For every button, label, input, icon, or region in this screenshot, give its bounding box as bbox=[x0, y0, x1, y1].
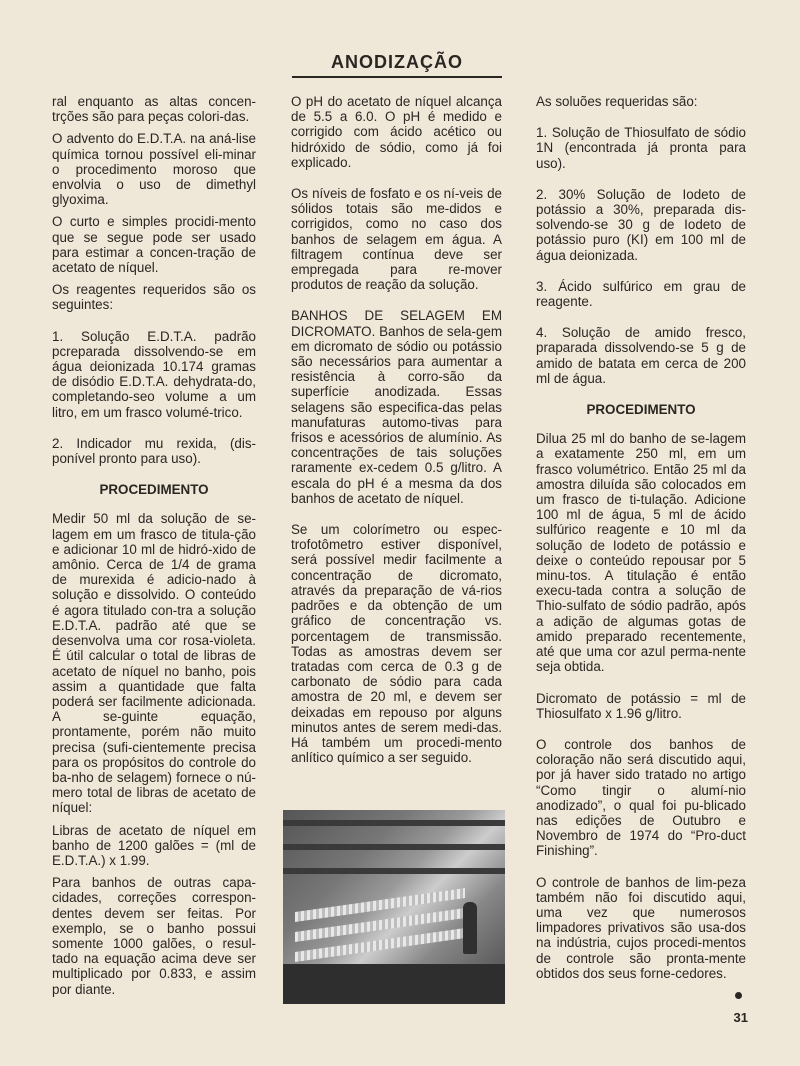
paragraph: 1. Solução de Thiosulfato de sódio 1N (encontrada já pronta para uso). bbox=[536, 125, 746, 171]
paragraph: Dilua 25 ml do banho de se-lagem a exatamente 250 ml, em um frasco volumétrico. Então 25 ml da amostra diluída são colocados em um frasco de ti-tulação. Adicione 100 ml de água, 5 ml de ácido sulfúrico reagente e 10 ml da solução de Iodeto de potássio e deixe o conteúdo repousar por 5 minu-tos. A titulação é então execu-tada contra a solução de Thio-sulfato de sódio padrão, após a adição de algumas gotas de amido preparado recentemente, até que uma cor azul perma-nente seja obtida. bbox=[536, 431, 746, 675]
paragraph: Medir 50 ml da solução de se-lagem em um frasco de titula-ção e adicionar 10 ml de hidró-xido de amônio. Cerca de 1/4 de grama de murexida é adicio-nado à solução e dissolvido. O conteúdo é agora titulado con-tra a solução E.D.T.A. padrão até que se desenvolva uma cor rosa-violeta. É útil calcular o total de libras de acetato de níquel no banho, pois assim a quantidade que falta poderá ser facilmente adicionada. A se-guinte equação, prontamente, porém não muito precisa (sufi-cientemente precisa para os propósitos do controle do ba-nho de selagem) fornece o nú-mero total de libras de acetato de níquel: bbox=[52, 511, 256, 816]
text-column-2 bbox=[291, 94, 502, 772]
paragraph: Os níveis de fosfato e os ní-veis de sólidos totais são me-didos e corrigidos, como no caso dos banhos de selagem em água. A filtragem contínua deve ser empregada para re-mover produtos de reação da solução. bbox=[291, 186, 502, 293]
paragraph: 3. Ácido sulfúrico em grau de reagente. bbox=[536, 278, 746, 310]
paragraph: 1. Solução E.D.T.A. padrão pcreparada dissolvendo-se em água deionizada 10.174 gramas de disódio E.D.T.A. dehydrata-do, completando-seo volume a um litro, em um frasco volumé-trico. bbox=[52, 328, 256, 420]
paragraph: Libras de acetato de níquel em banho de 1200 galões = (ml de E.D.T.A.) x 1.99. bbox=[52, 822, 256, 868]
paragraph: ral enquanto as altas concen-trções são para peças colori-das. bbox=[52, 94, 256, 125]
paragraph: O controle de banhos de lim-peza também não foi discutido aqui, uma vez que numerosos limpadores privativos são usa-dos na indústria, cujos procedi-mentos de controle são pronta-mente obtidos dos seus forne-cedores. bbox=[536, 874, 746, 981]
text-column-1 bbox=[52, 94, 256, 1004]
paragraph: O pH do acetato de níquel alcança de 5.5 a 6.0. O pH é medido e corrigido com ácido acético ou hidróxido de sódio, como já foi explicado. bbox=[291, 94, 502, 170]
end-of-article-mark bbox=[735, 992, 742, 999]
paragraph: Dicromato de potássio = ml de Thiosulfato x 1.96 g/litro. bbox=[536, 690, 746, 721]
paragraph: O controle dos banhos de coloração não será discutido aqui, por já haver sido tratado no artigo “Como tingir o alumí-nio anodizado”, o qual foi pu-blicado nas edições de Outubro e Novembro de 1974 do “Pro-duct Finishing”. bbox=[536, 736, 746, 859]
section-heading: PROCEDIMENTO bbox=[99, 482, 209, 498]
text-column-3 bbox=[536, 94, 746, 988]
paragraph: Se um colorímetro ou espec-trofotômetro estiver disponível, será possível medir facilmente a concentração de dicromato, através da preparação de vá-rios padrões e da obtenção de um gráfico de concentração vs. porcentagem de transmissão. Todas as amostras devem ser tratadas com cerca de 0.3 g de carbonato de sódio para cada amostra de 20 ml, e devem ser deixadas em repouso por alguns minutos antes de serem medi-das. Há também um procedi-mento anlítico químico a ser seguido. bbox=[291, 522, 502, 766]
page-section-title: ANODIZAÇÃO bbox=[292, 52, 502, 78]
paragraph: Os reagentes requeridos são os seguintes: bbox=[52, 282, 256, 313]
paragraph: BANHOS DE SELAGEM EM DICROMATO. Banhos de sela-gem em dicromato de sódio ou potássio são necessários para aumentar a resistência à corro-são da superfície anodizada. Essas selagens são especifica-das pelas manufaturas automo-tivas para frisos e acessórios de alumínio. As concentrações de tais soluções raramente ex-cedem 0.5 g/litro. A escala do pH é a mesma da dos banhos de acetato de níquel. bbox=[291, 308, 502, 506]
paragraph: 4. Solução de amido fresco, praparada dissolvendo-se 5 g de amido de batata em cerca de 200 ml de água. bbox=[536, 325, 746, 386]
paragraph: 2. Indicador mu rexida, (dis-ponível pronto para uso). bbox=[52, 435, 256, 467]
paragraph: 2. 30% Solução de Iodeto de potássio a 30%, preparada dis-solvendo-se 30 g de Iodeto de potássio puro (KI) em 100 ml de água deionizada. bbox=[536, 186, 746, 263]
section-heading: PROCEDIMENTO bbox=[586, 402, 696, 418]
paragraph: Para banhos de outras capa-cidades, correções correspon-dentes devem ser feitas. Por exemplo, se o banho possui somente 1000 galões, o resul-tado na equação acima deve ser multiplicado por 0.833, e assim por diante. bbox=[52, 875, 256, 997]
paragraph: O advento do E.D.T.A. na aná-lise química tornou possível eli-minar o procedimento moroso que envolvia o uso de dimethyl glyoxima. bbox=[52, 131, 256, 208]
paragraph: As soluões requeridas são: bbox=[536, 94, 698, 109]
page-number: 31 bbox=[733, 1010, 748, 1025]
anodizing-plant-photo bbox=[283, 810, 505, 1004]
paragraph: O curto e simples procidi-mento que se segue pode ser usado para estimar a concen-tração de acetato de níquel. bbox=[52, 214, 256, 276]
